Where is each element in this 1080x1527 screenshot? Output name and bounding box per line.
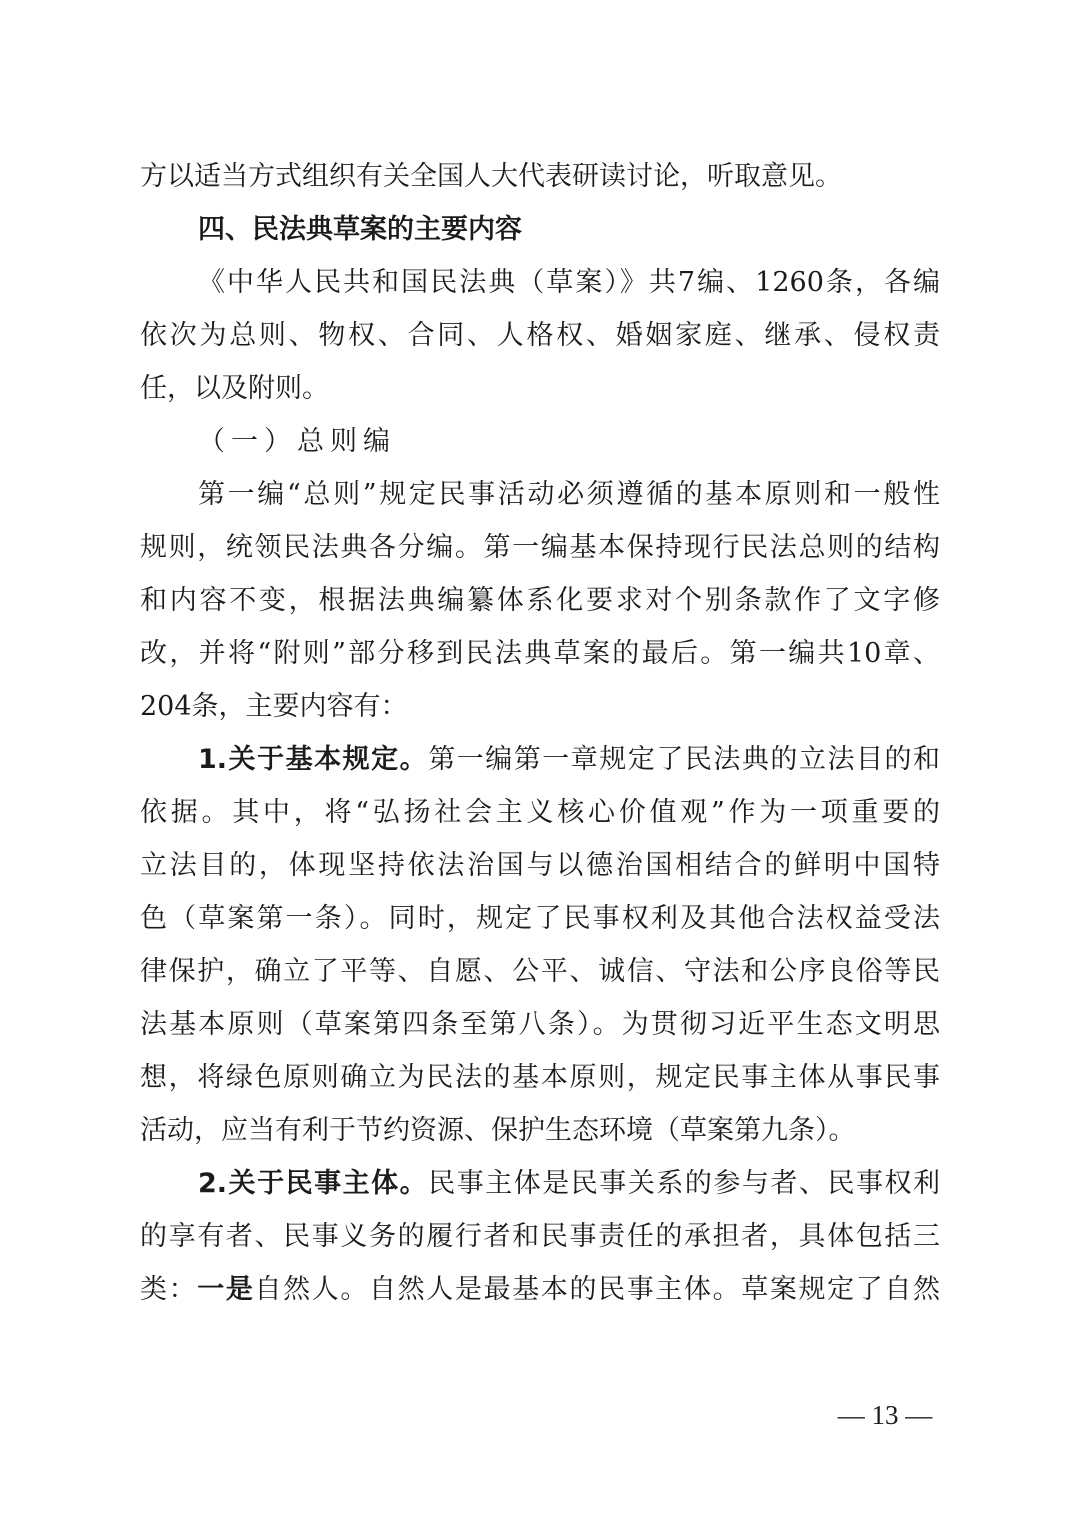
paragraph-line: 色（草案第一条）。同时，规定了民事权利及其他合法权益受法 bbox=[140, 903, 940, 934]
body-text bbox=[140, 150, 940, 1316]
paragraph-line: 任，以及附则。 bbox=[140, 373, 329, 404]
paragraph-line: 《中华人民共和国民法典（草案）》共7编、1260条，各编 bbox=[198, 267, 940, 298]
paragraph-line bbox=[140, 733, 940, 786]
paragraph-line: 依据。其中，将“弘扬社会主义核心价值观”作为一项重要的 bbox=[140, 797, 940, 828]
item-text: 民事主体是民事关系的参与者、民事权利 bbox=[428, 1168, 941, 1199]
page-number: — 13 — bbox=[837, 1400, 933, 1430]
paragraph-line bbox=[140, 1263, 940, 1316]
item-text: 自然人。自然人是最基本的民事主体。草案规定了自然 bbox=[254, 1274, 941, 1305]
paragraph-line: 依次为总则、物权、合同、人格权、婚姻家庭、继承、侵权责 bbox=[140, 320, 940, 351]
paragraph-line: 法基本原则（草案第四条至第八条）。为贯彻习近平生态文明思 bbox=[140, 1009, 940, 1040]
item-text: 第一编第一章规定了民法典的立法目的和 bbox=[428, 744, 941, 775]
paragraph-line: 和内容不变，根据法典编纂体系化要求对个别条款作了文字修 bbox=[140, 585, 940, 616]
paragraph-line: 的享有者、民事义务的履行者和民事责任的承担者，具体包括三 bbox=[140, 1221, 940, 1252]
paragraph-line: 方以适当方式组织有关全国人大代表研读讨论，听取意见。 bbox=[140, 161, 842, 192]
paragraph-line: 活动，应当有利于节约资源、保护生态环境（草案第九条）。 bbox=[140, 1115, 856, 1146]
paragraph-line: 规则，统领民法典各分编。第一编基本保持现行民法总则的结构 bbox=[140, 532, 940, 563]
item-text: 类： bbox=[140, 1274, 198, 1305]
item-title: 2.关于民事主体。 bbox=[198, 1168, 429, 1199]
paragraph-line: 第一编“总则”规定民事活动必须遵循的基本原则和一般性 bbox=[198, 479, 940, 510]
item-title: 1.关于基本规定。 bbox=[198, 744, 429, 775]
paragraph-line: 改，并将“附则”部分移到民法典草案的最后。第一编共10章、 bbox=[140, 638, 940, 669]
subsection-heading: （一）总则编 bbox=[198, 426, 396, 457]
section-heading: 四、民法典草案的主要内容 bbox=[198, 214, 522, 245]
emphasis-text: 一是 bbox=[197, 1274, 255, 1305]
paragraph-line: 立法目的，体现坚持依法治国与以德治国相结合的鲜明中国特 bbox=[140, 850, 940, 881]
paragraph-line: 律保护，确立了平等、自愿、公平、诚信、守法和公序良俗等民 bbox=[140, 956, 940, 987]
paragraph-line: 204条，主要内容有： bbox=[140, 691, 408, 722]
paragraph-line bbox=[140, 1157, 940, 1210]
paragraph-line: 想，将绿色原则确立为民法的基本原则，规定民事主体从事民事 bbox=[140, 1062, 940, 1093]
